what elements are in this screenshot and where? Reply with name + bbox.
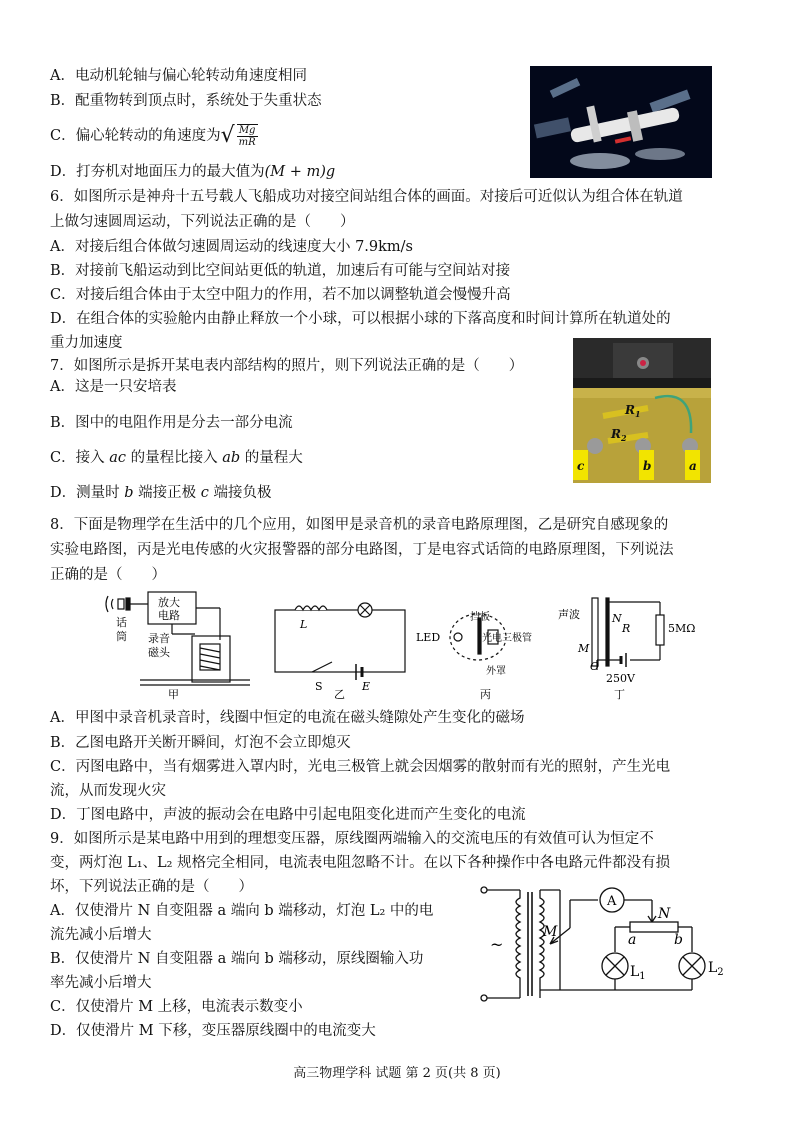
- label-sound: 声波: [558, 608, 580, 621]
- meter-internal-photo: [573, 338, 711, 483]
- photo-label-b: b: [643, 459, 652, 473]
- q7-d-c: c: [200, 485, 209, 501]
- q6-option-a: A．对接后组合体做匀速圆周运动的线速度大小 7.9km/s: [50, 239, 414, 255]
- circuit-yi-frame: [275, 610, 405, 672]
- label-mic2: 筒: [116, 630, 127, 643]
- q6-option-d-line2: 重力加速度: [50, 335, 123, 351]
- caption-ding: 丁: [614, 688, 625, 701]
- label-l: L: [300, 618, 308, 631]
- photo-label-r1: $R_1$: [625, 403, 641, 419]
- q7-c-text3: 的量程大: [240, 450, 303, 466]
- q5-option-d: [50, 162, 335, 182]
- q8-option-c-line1: C．丙图电路中，当有烟雾进入罩内时，光电三极管上就会因烟雾的散射而有光的照射，产生光电: [50, 759, 671, 775]
- q6-option-c: C．对接后组合体由于太空中阻力的作用，若不加以调整轨道会慢慢升高: [50, 287, 511, 303]
- ammeter-label: A: [607, 894, 617, 909]
- label-amp1: 放大: [158, 596, 180, 609]
- q7-d-b: b: [124, 485, 134, 501]
- q9-transformer-circuit: [470, 880, 750, 1010]
- q6-stem-line2: 上做匀速圆周运动，下列说法正确的是（ ）: [50, 214, 355, 230]
- sqrt-symbol: √: [220, 123, 235, 148]
- q5-option-c: [50, 124, 258, 148]
- label-mic1: 话: [116, 616, 127, 629]
- q5-option-a: A．电动机轮轴与偏心轮转动角速度相同: [50, 68, 307, 84]
- q9-option-a-line1: A．仅使滑片 N 自变阻器 a 端向 b 端移动，灯泡 L₂ 中的电: [50, 903, 434, 919]
- q7-d-text3: 端接负极: [208, 485, 272, 501]
- microphone-symbol: [118, 599, 124, 609]
- caption-bing: 丙: [480, 688, 491, 701]
- label-m: M: [578, 642, 590, 655]
- q9-option-b-line2: 率先减小后增大: [50, 975, 152, 991]
- q7-c-ac: ac: [109, 450, 126, 466]
- q9-stem-line1: 9．如图所示是某电路中用到的理想变压器，原线圈两端输入的交流电压的有效值可认为恒定不: [50, 831, 654, 847]
- caption-jia: 甲: [168, 688, 179, 701]
- q8-option-c-line2: 流，从而发现火灾: [50, 783, 166, 799]
- q8-figures: [100, 590, 700, 702]
- label-s: S: [315, 680, 323, 693]
- q7-d-text2: 端接正极: [133, 485, 201, 501]
- q5-option-c-text: C．偏心轮转动的角速度为: [50, 128, 221, 144]
- q5-option-d-math: (M + m)g: [264, 164, 336, 180]
- label-l1: $L_1$: [630, 964, 646, 982]
- ac-source-label: ~: [490, 935, 504, 954]
- photo-label-r2: $R_2$: [611, 427, 627, 443]
- q9-option-d: D．仅使滑片 M 下移，变压器原线圈中的电流变大: [50, 1023, 376, 1039]
- label-250v: 250V: [606, 672, 635, 685]
- q8-option-d: D．丁图电路中，声波的振动会在电路中引起电阻变化进而产生变化的电流: [50, 807, 526, 823]
- label-o: O: [590, 660, 600, 673]
- switch-s: [312, 662, 332, 672]
- photo-label-a: a: [689, 459, 697, 473]
- label-n: N: [658, 906, 671, 922]
- secondary-coil: [540, 890, 544, 998]
- input-terminal-top: [481, 887, 487, 893]
- rheostat: [630, 922, 678, 932]
- q7-d-text1: D．测量时: [50, 485, 125, 501]
- label-head1: 录音: [148, 632, 170, 645]
- label-n: N: [612, 612, 622, 625]
- q9-option-a-line2: 流先减小后增大: [50, 927, 152, 943]
- head-coil: [200, 648, 220, 670]
- q8-stem-line1: 8．下面是物理学在生活中的几个应用，如图甲是录音机的录音电路原理图，乙是研究自感现象的: [50, 517, 669, 533]
- recording-head: [192, 636, 230, 682]
- label-a: a: [628, 932, 637, 948]
- q8-stem-line3: 正确的是（ ）: [50, 567, 166, 583]
- q9-option-c: C．仅使滑片 M 上移，电流表示数变小: [50, 999, 303, 1015]
- label-phototransistor: 光电三极管: [482, 633, 532, 644]
- label-l2: $L_2$: [708, 960, 724, 978]
- label-baffle: 挡板: [470, 612, 490, 623]
- q7-option-a: A．这是一只安培表: [50, 379, 177, 395]
- label-led: LED: [416, 631, 441, 644]
- primary-coil: [516, 890, 520, 998]
- label-cover: 外罩: [486, 666, 506, 677]
- slider-n-arrow: [648, 912, 656, 922]
- label-amp2: 电路: [158, 609, 180, 622]
- resistor-5mohm: [656, 615, 664, 645]
- sound-wave-mark: [106, 596, 108, 612]
- q7-c-text2: 的量程比接入: [125, 450, 223, 466]
- input-terminal-bottom: [481, 995, 487, 1001]
- q6-stem-line1: 6．如图所示是神舟十五号载人飞船成功对接空间站组合体的画面。对接后可近似认为组合体在轨道: [50, 189, 683, 205]
- q7-stem: 7．如图所示是拆开某电表内部结构的照片，则下列说法正确的是（ ）: [50, 358, 524, 374]
- q5-c-numerator: Mg: [237, 125, 258, 137]
- label-b: b: [674, 932, 683, 948]
- q6-option-d-line1: D．在组合体的实验舱内由静止释放一个小球，可以根据小球的下落高度和时间计算所在轨道处的: [50, 311, 671, 327]
- q9-stem-line3: 坏，下列说法正确的是（ ）: [50, 879, 253, 895]
- photo-label-c: c: [577, 459, 585, 473]
- label-5mohm: 5MΩ: [668, 622, 696, 635]
- q7-c-text1: C．接入: [50, 450, 110, 466]
- q5-option-d-text: D．打夯机对地面压力的最大值为: [50, 164, 265, 180]
- baffle: [478, 618, 481, 654]
- inductor-coil: [295, 606, 327, 610]
- caption-yi: 乙: [334, 688, 345, 701]
- q5-option-b: B．配重物转到顶点时，系统处于失重状态: [50, 93, 322, 109]
- q6-option-b: B．对接前飞船运动到比空间站更低的轨道，加速后有可能与空间站对接: [50, 263, 511, 279]
- label-head2: 磁头: [148, 646, 170, 659]
- label-r: R: [622, 622, 631, 635]
- q9-stem-line2: 变，两灯泡 L₁、L₂ 规格完全相同，电流表电阻忽略不计。在以下各种操作中各电路元件都没有损: [50, 855, 671, 871]
- q5-c-denominator: mR: [238, 137, 256, 148]
- q8-stem-line2: 实验电路图，丙是光电传感的火灾报警器的部分电路图，丁是电容式话筒的电路原理图，下列说法: [50, 542, 674, 558]
- plate-m: [606, 598, 609, 666]
- q9-option-b-line1: B．仅使滑片 N 自变阻器 a 端向 b 端移动，原线圈输入功: [50, 951, 424, 967]
- q7-option-c: [50, 448, 303, 468]
- q8-option-b: B．乙图电路开关断开瞬间，灯泡不会立即熄灭: [50, 735, 351, 751]
- diaphragm-n: [592, 598, 598, 666]
- space-station-photo: [530, 66, 712, 178]
- page-footer: 高三物理学科 试题 第 2 页(共 8 页): [293, 1066, 501, 1081]
- label-m: M: [543, 924, 558, 940]
- led-element: [454, 633, 462, 641]
- q8-option-a: A．甲图中录音机录音时，线圈中恒定的电流在磁头缝隙处产生变化的磁场: [50, 710, 525, 726]
- q7-option-b: B．图中的电阻作用是分去一部分电流: [50, 415, 293, 431]
- q7-c-ab: ab: [222, 450, 241, 466]
- q7-option-d: [50, 483, 271, 503]
- label-e: E: [362, 680, 371, 693]
